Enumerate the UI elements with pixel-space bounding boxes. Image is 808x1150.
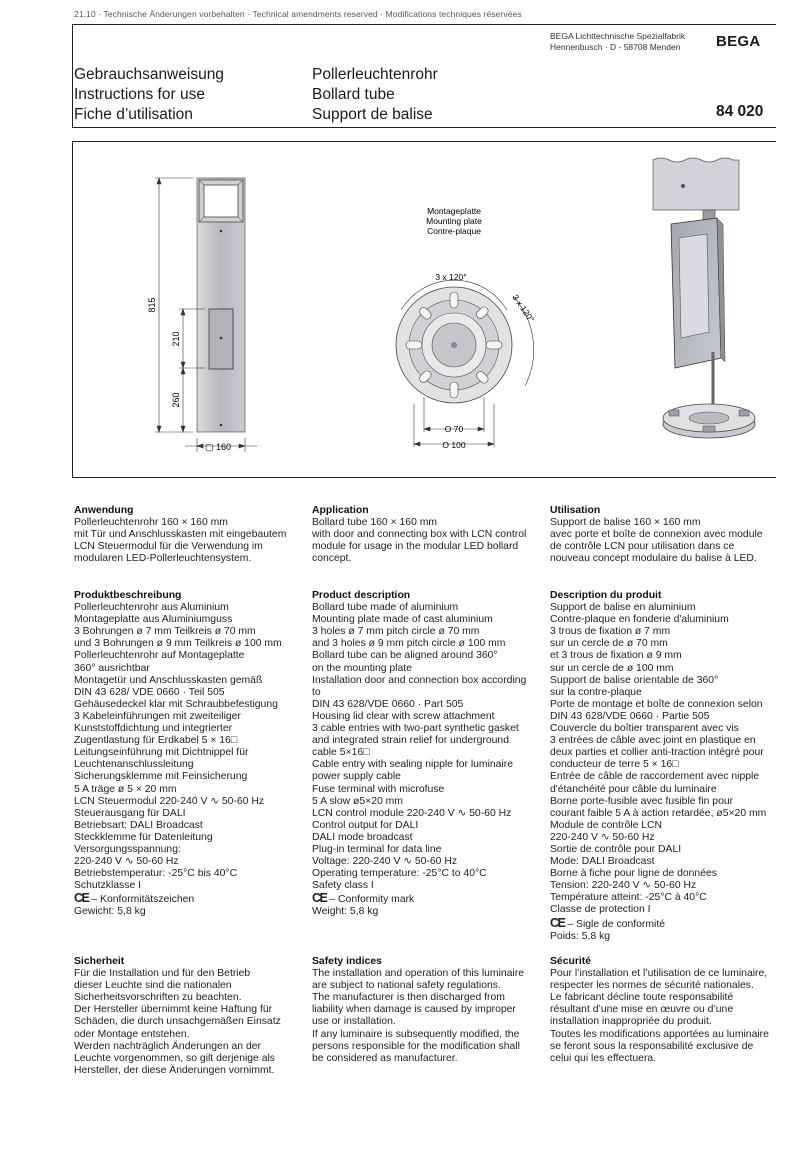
text-line: Sortie de contrôle pour DALI bbox=[550, 843, 682, 855]
text-line: Pour l’installation et l’utilisation de ce luminaire, bbox=[550, 968, 768, 980]
text-line: Der Hersteller übernimmt keine Haftung für bbox=[74, 1004, 273, 1016]
text-line: LCN control module 220-240 V ∿ 50-60 Hz bbox=[312, 807, 512, 819]
company-line: Hennenbusch · D - 58708 Menden bbox=[550, 42, 681, 52]
dimension-circle-100: O 100 bbox=[442, 440, 466, 450]
text-line: on the mounting plate bbox=[312, 662, 412, 674]
text-line: courant faible 5 A à action retardée, ø5×20 mm bbox=[550, 807, 767, 819]
conformity-line bbox=[312, 892, 542, 906]
text-line: Kunststoffdichtung und integrierter bbox=[74, 723, 233, 735]
text-line: be considered as manufacturer. bbox=[312, 1052, 458, 1064]
text-line: DIN 43 628/VDE 0660 · Partie 505 bbox=[550, 710, 710, 722]
text-line: Leitungseinführung mit Dichtnippel für bbox=[74, 747, 249, 759]
text-line: 3 Bohrungen ø 7 mm Teilkreis ø 70 mm bbox=[74, 626, 256, 638]
text-line: Sicherheitsvorschriften zu beachten. bbox=[74, 992, 242, 1004]
text-line: résultant d’une mise en œuvre ou d’une bbox=[550, 1004, 734, 1016]
text-line: 3 Kabeleinführungen mit zweiteiliger bbox=[74, 710, 241, 722]
text-line: Pollerleuchtenrohr aus Aluminium bbox=[74, 602, 229, 614]
document-title-block bbox=[74, 65, 224, 125]
text-line: Installation door and connection box according bbox=[312, 674, 527, 686]
text-line: with door and connecting box with LCN control bbox=[312, 529, 527, 541]
text-line: Sicherungsklemme mit Feinsicherung bbox=[74, 771, 248, 783]
text-line: Betriebstemperatur: -25°C bis 40°C bbox=[74, 868, 238, 880]
conformity-text: – Konformitätszeichen bbox=[91, 894, 195, 906]
weight-line: Gewicht: 5,8 kg bbox=[74, 906, 146, 918]
dimension-tube-width: ▢ 160 bbox=[205, 442, 232, 452]
text-line: 3 entrées de câble avec joint en plastique en bbox=[550, 735, 756, 747]
doc-title-fr: Fiche d’utilisation bbox=[74, 106, 193, 123]
column-french-description bbox=[550, 590, 780, 943]
text-line: Voltage: 220-240 V ∿ 50-60 Hz bbox=[312, 856, 458, 868]
ce-mark-icon: CE bbox=[550, 915, 565, 930]
text-line: LCN Steuermodul 220-240 V ∿ 50-60 Hz bbox=[74, 795, 265, 807]
text-line: If any luminaire is subsequently modified, the bbox=[312, 1028, 520, 1040]
text-line: Montagetür und Anschlusskasten gemäß bbox=[74, 674, 263, 686]
product-title-de: Pollerleuchtenrohr bbox=[312, 66, 438, 83]
text-line: DALI mode broadcast bbox=[312, 831, 413, 843]
text-line: oder Montage entstehen. bbox=[74, 1028, 190, 1040]
text-line: mit Tür und Anschlusskasten mit eingebautem bbox=[74, 529, 287, 541]
text-line: module for usage in the modular LED bollard bbox=[312, 541, 519, 553]
plate-label-fr: Contre-plaque bbox=[427, 226, 481, 236]
text-line: celui qui les effectuera. bbox=[550, 1052, 657, 1064]
text-line: Gehäusedeckel klar mit Schraubbefestigung bbox=[74, 698, 278, 710]
text-line: avec porte et boîte de connexion avec module bbox=[550, 529, 763, 541]
installation-perspective-drawing bbox=[653, 158, 755, 438]
text-line: conducteur de terre 5 × 16□ bbox=[550, 759, 679, 771]
text-line: Mounting plate made of cast aluminium bbox=[312, 614, 493, 626]
text-line: DIN 43 628/ VDE 0660 · Teil 505 bbox=[74, 686, 225, 698]
text-line: Fuse terminal with microfuse bbox=[312, 783, 445, 795]
text-line: et 3 trous de fixation ø 9 mm bbox=[550, 650, 682, 662]
conformity-text: – Sigle de conformité bbox=[567, 918, 665, 930]
company-address bbox=[550, 31, 685, 53]
text-line: deux parties et collier anti-traction intégré pour bbox=[550, 747, 764, 759]
text-line: Borne à fiche pour ligne de données bbox=[550, 868, 717, 880]
text-line: Mode: DALI Broadcast bbox=[550, 856, 655, 868]
angle-label-side: 3 x 120° bbox=[510, 292, 537, 324]
section-title-application: Utilisation bbox=[550, 505, 601, 516]
text-line: Support de balise en aluminium bbox=[550, 602, 696, 614]
text-line: concept. bbox=[312, 553, 352, 565]
ce-mark-icon: CE bbox=[74, 891, 89, 906]
text-line: Steuerausgang für DALI bbox=[74, 807, 186, 819]
text-line: Tension: 220-240 V ∿ 50-60 Hz bbox=[550, 880, 697, 892]
text-line: Montageplatte aus Aluminiumguss bbox=[74, 614, 233, 626]
text-line: Steckklemme für Datenleitung bbox=[74, 831, 213, 843]
bollard-tube-drawing bbox=[197, 178, 245, 432]
brand-logo: BEGA bbox=[716, 33, 761, 50]
section-title-safety: Sécurité bbox=[550, 956, 592, 967]
text-line: d'étanchéité pour câble du luminaire bbox=[550, 783, 717, 795]
company-line: BEGA Lichttechnische Spezialfabrik bbox=[550, 31, 686, 41]
text-line: Werden nachträglich Änderungen an der bbox=[74, 1040, 261, 1052]
text-line: Für die Installation und für den Betrieb bbox=[74, 968, 251, 980]
text-line: Bollard tube can be aligned around 360° bbox=[312, 650, 498, 662]
text-line: liability when damage is caused by improper bbox=[312, 1004, 516, 1016]
text-line: 220-240 V ∿ 50-60 Hz bbox=[550, 831, 655, 843]
text-line: dieser Leuchte sind die nationalen bbox=[74, 980, 232, 992]
text-line: 220-240 V ∿ 50-60 Hz bbox=[74, 856, 179, 868]
text-line: Cable entry with sealing nipple for luminaire bbox=[312, 759, 513, 771]
text-line: The installation and operation of this luminaire bbox=[312, 968, 524, 980]
column-german bbox=[74, 505, 304, 565]
text-line: und 3 Bohrungen ø 9 mm Teilkreis ø 100 mm bbox=[74, 638, 282, 650]
text-line: and 3 holes ø 9 mm pitch circle ø 100 mm bbox=[312, 638, 506, 650]
conformity-line bbox=[550, 917, 780, 931]
text-line: LCN Steuermodul für die Verwendung im bbox=[74, 541, 263, 553]
text-line: persons responsible for the modification shall bbox=[312, 1040, 520, 1052]
text-line: Schäden, die durch unsachgemäßen Einsatz bbox=[74, 1016, 281, 1028]
text-line: Leuchtenanschlussleitung bbox=[74, 759, 194, 771]
product-title-fr: Support de balise bbox=[312, 106, 433, 123]
text-line: Versorgungsspannung: bbox=[74, 843, 181, 855]
amendment-notice: 21.10 · Technische Änderungen vorbehalten · Technical amendments reserved · Modifications techniques réservées bbox=[74, 9, 522, 19]
text-line: Housing lid clear with screw attachment bbox=[312, 710, 495, 722]
section-title-description: Description du produit bbox=[550, 590, 662, 601]
text-line: de contrôle LCN pour utilisation dans ce bbox=[550, 541, 735, 553]
column-french-safety bbox=[550, 956, 780, 1065]
text-line: Schutzklasse I bbox=[74, 880, 141, 892]
conformity-text: – Conformity mark bbox=[329, 894, 415, 906]
text-line: Température atteint: -25°C à 40°C bbox=[550, 892, 707, 904]
text-line: Pollerleuchtenrohr auf Montageplatte bbox=[74, 650, 245, 662]
text-line: cable 5×16□ bbox=[312, 747, 370, 759]
dimension-total-height: 815 bbox=[147, 297, 157, 313]
product-number: 84 020 bbox=[716, 103, 764, 120]
figure-drawing bbox=[73, 142, 777, 479]
text-line: 3 cable entries with two-part synthetic gasket bbox=[312, 723, 519, 735]
text-line: use or installation. bbox=[312, 1016, 396, 1028]
dimension-base-height: 260 bbox=[171, 392, 181, 408]
text-line: 5 A träge ø 5 × 20 mm bbox=[74, 783, 177, 795]
text-line: sur un cercle de ø 70 mm bbox=[550, 638, 668, 650]
text-line: Leuchte vorgenommen, so gilt derjenige als bbox=[74, 1052, 276, 1064]
text-line: Le fabricant décline toute responsabilité bbox=[550, 992, 734, 1004]
text-line: Entrée de câble de raccordement avec nipple bbox=[550, 771, 760, 783]
text-line: modularen LED-Pollerleuchtensystem. bbox=[74, 553, 252, 565]
text-line: Contre-plaque en fonderie d'aluminium bbox=[550, 614, 729, 626]
text-line: Operating temperature: -25°C to 40°C bbox=[312, 868, 487, 880]
text-line: Support de balise 160 × 160 mm bbox=[550, 517, 701, 529]
ce-mark-icon: CE bbox=[312, 891, 327, 906]
text-line: 3 trous de fixation ø 7 mm bbox=[550, 626, 671, 638]
section-title-safety: Safety indices bbox=[312, 956, 382, 967]
product-title-en: Bollard tube bbox=[312, 86, 395, 103]
text-line: installation inappropriée du produit. bbox=[550, 1016, 712, 1028]
text-line: 360° ausrichtbar bbox=[74, 662, 150, 674]
text-line: 3 holes ø 7 mm pitch circle ø 70 mm bbox=[312, 626, 480, 638]
text-line: nouveau concept modulaire du balise à LED. bbox=[550, 553, 757, 565]
text-line: Plug-in terminal for data line bbox=[312, 843, 442, 855]
plate-label-de: Montageplatte bbox=[427, 206, 481, 216]
section-title-safety: Sicherheit bbox=[74, 956, 125, 967]
angle-label-top: 3 x 120° bbox=[435, 272, 467, 282]
technical-figure bbox=[72, 141, 776, 478]
text-line: Control output for DALI bbox=[312, 819, 419, 831]
text-line: Pollerleuchtenrohr 160 × 160 mm bbox=[74, 517, 228, 529]
column-english-safety bbox=[312, 956, 542, 1065]
text-line: and integrated strain relief for underground bbox=[312, 735, 509, 747]
text-line: Borne porte-fusible avec fusible fin pour bbox=[550, 795, 734, 807]
conformity-line bbox=[74, 892, 304, 906]
text-line: DIN 43 628/VDE 0660 · Part 505 bbox=[312, 698, 464, 710]
text-line: sur un cercle de ø 100 mm bbox=[550, 662, 674, 674]
column-english bbox=[312, 505, 542, 565]
plate-label-en: Mounting plate bbox=[426, 216, 482, 226]
column-german-safety bbox=[74, 956, 304, 1077]
text-line: Classe de protection I bbox=[550, 904, 651, 916]
text-line: Bollard tube made of aluminium bbox=[312, 602, 459, 614]
section-title-application: Anwendung bbox=[74, 505, 134, 516]
text-line: Porte de montage et boîte de connexion selon bbox=[550, 698, 763, 710]
text-line: respecter les normes de sécurité nationales. bbox=[550, 980, 754, 992]
text-line: 5 A slow ø5×20 mm bbox=[312, 795, 403, 807]
section-title-application: Application bbox=[312, 505, 369, 516]
mounting-plate-plan bbox=[396, 287, 512, 403]
text-line: se feront sous la responsabilité exclusive de bbox=[550, 1040, 754, 1052]
doc-title-de: Gebrauchsanweisung bbox=[74, 66, 224, 83]
text-line: to bbox=[312, 686, 321, 698]
doc-title-en: Instructions for use bbox=[74, 86, 205, 103]
mounting-plate-label bbox=[426, 206, 482, 236]
text-line: power supply cable bbox=[312, 771, 401, 783]
weight-line: Weight: 5,8 kg bbox=[312, 906, 379, 918]
text-line: Bollard tube 160 × 160 mm bbox=[312, 517, 438, 529]
text-line: Module de contrôle LCN bbox=[550, 819, 663, 831]
text-line: Couvercle du boîtier transparent avec vis bbox=[550, 723, 739, 735]
text-line: sur la contre-plaque bbox=[550, 686, 642, 698]
text-line: are subject to national safety regulations. bbox=[312, 980, 501, 992]
product-title-block bbox=[312, 65, 438, 125]
text-line: Support de balise orientable de 360° bbox=[550, 674, 719, 686]
text-line: Zugentlastung für Erdkabel 5 × 16□ bbox=[74, 735, 238, 747]
section-title-description: Product description bbox=[312, 590, 411, 601]
text-line: The manufacturer is then discharged from bbox=[312, 992, 505, 1004]
column-french bbox=[550, 505, 780, 565]
text-line: Toutes les modifications apportées au luminaire bbox=[550, 1028, 769, 1040]
section-title-description: Produktbeschreibung bbox=[74, 590, 182, 601]
text-line: Hersteller, der diese Änderungen vornimmt. bbox=[74, 1064, 275, 1076]
column-english-description bbox=[312, 590, 542, 919]
dimension-circle-70: O 70 bbox=[444, 424, 464, 434]
weight-line: Poids: 5,8 kg bbox=[550, 930, 611, 942]
column-german-description bbox=[74, 590, 304, 919]
dimension-door-height: 210 bbox=[171, 331, 181, 347]
text-line: Safety class I bbox=[312, 880, 374, 892]
text-line: Betriebsart: DALI Broadcast bbox=[74, 819, 203, 831]
